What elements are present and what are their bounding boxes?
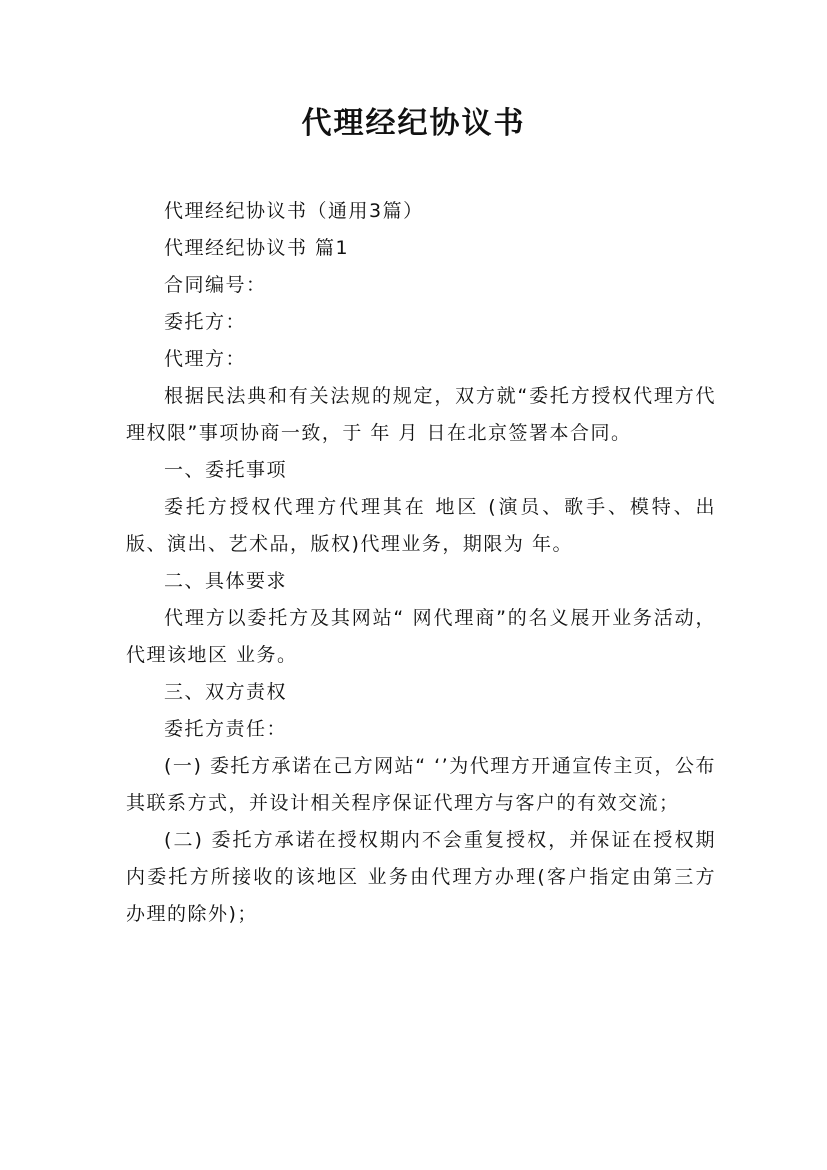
paragraph-article-heading: 代理经纪协议书 篇1 [164,237,350,259]
document-title: 代理经纪协议书 [301,106,526,141]
section-heading-3: 三、双方责权 [164,681,288,703]
paragraph-contract-number: 合同编号： [164,274,267,296]
paragraph-subtitle: 代理经纪协议书（通用3篇） [164,200,424,222]
paragraph-principal: 委托方： [164,311,247,333]
section-heading-1: 一、委托事项 [164,459,288,481]
document-body [126,193,716,933]
section-heading-2: 二、具体要求 [164,570,288,592]
paragraph-section-2: 代理方以委托方及其网站“ 网代理商”的名义展开业务活动，代理该地区 业务。 [126,607,716,666]
paragraph-preamble: 根据民法典和有关法规的规定，双方就“委托方授权代理方代理权限”事项协商一致，于 年 月 日在北京签署本合同。 [126,385,716,444]
paragraph-section-1: 委托方授权代理方代理其在 地区 (演员、歌手、模特、出版、演出、艺术品，版权)代理业务，期限为 年。 [126,496,716,555]
paragraph-duty-1: (一) 委托方承诺在己方网站“ ‘’为代理方开通宣传主页，公布其联系方式，并设计相关程序保证代理方与客户的有效交流； [126,755,716,814]
paragraph-agent: 代理方： [164,348,247,370]
paragraph-principal-duties: 委托方责任： [164,718,288,740]
paragraph-duty-2: (二) 委托方承诺在授权期内不会重复授权，并保证在授权期内委托方所接收的该地区 业务由代理方办理(客户指定由第三方办理的除外)； [126,829,716,925]
